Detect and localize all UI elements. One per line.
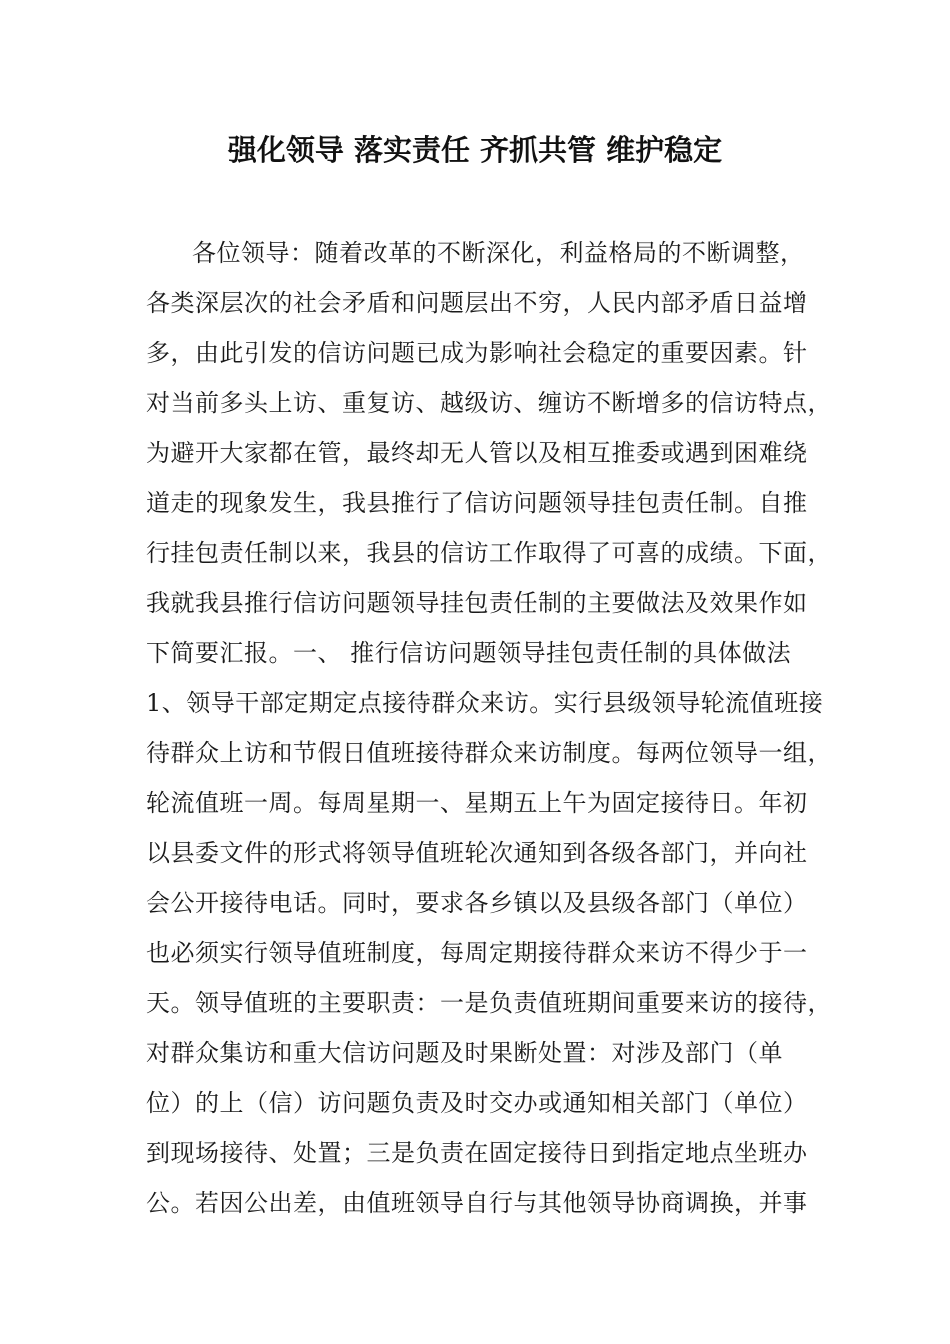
body-line: 天。领导值班的主要职责：一是负责值班期间重要来访的接待， bbox=[146, 989, 832, 1017]
document-body bbox=[146, 228, 832, 1228]
body-line: 以县委文件的形式将领导值班轮次通知到各级各部门，并向社 bbox=[146, 839, 808, 867]
body-line: 位）的上（信）访问题负责及时交办或通知相关部门（单位） bbox=[146, 1089, 808, 1117]
body-line: 行挂包责任制以来，我县的信访工作取得了可喜的成绩。下面， bbox=[146, 539, 832, 567]
document-title: 强化领导 落实责任 齐抓共管 维护稳定 bbox=[227, 133, 723, 167]
body-line: 各类深层次的社会矛盾和问题层出不穷，人民内部矛盾日益增 bbox=[146, 289, 808, 317]
body-line: 公。若因公出差，由值班领导自行与其他领导协商调换，并事 bbox=[146, 1189, 808, 1217]
body-line: 对当前多头上访、重复访、越级访、缠访不断增多的信访特点， bbox=[146, 389, 832, 417]
body-line: 1、领导干部定期定点接待群众来访。实行县级领导轮流值班接 bbox=[146, 689, 824, 717]
body-line: 为避开大家都在管，最终却无人管以及相互推委或遇到困难绕 bbox=[146, 439, 808, 467]
body-line: 多，由此引发的信访问题已成为影响社会稳定的重要因素。针 bbox=[146, 339, 808, 367]
body-line: 会公开接待电话。同时，要求各乡镇以及县级各部门（单位） bbox=[146, 889, 808, 917]
body-line: 对群众集访和重大信访问题及时果断处置：对涉及部门（单 bbox=[146, 1039, 783, 1067]
body-line: 轮流值班一周。每周星期一、星期五上午为固定接待日。年初 bbox=[146, 789, 808, 817]
body-line: 也必须实行领导值班制度，每周定期接待群众来访不得少于一 bbox=[146, 939, 808, 967]
body-line: 到现场接待、处置；三是负责在固定接待日到指定地点坐班办 bbox=[146, 1139, 808, 1167]
body-line: 各位领导：随着改革的不断深化，利益格局的不断调整， bbox=[192, 239, 805, 267]
body-line: 待群众上访和节假日值班接待群众来访制度。每两位领导一组， bbox=[146, 739, 832, 767]
body-line: 我就我县推行信访问题领导挂包责任制的主要做法及效果作如 bbox=[146, 589, 808, 617]
body-line: 道走的现象发生，我县推行了信访问题领导挂包责任制。自推 bbox=[146, 489, 808, 517]
body-line: 下简要汇报。一、 推行信访问题领导挂包责任制的具体做法 bbox=[146, 639, 792, 667]
